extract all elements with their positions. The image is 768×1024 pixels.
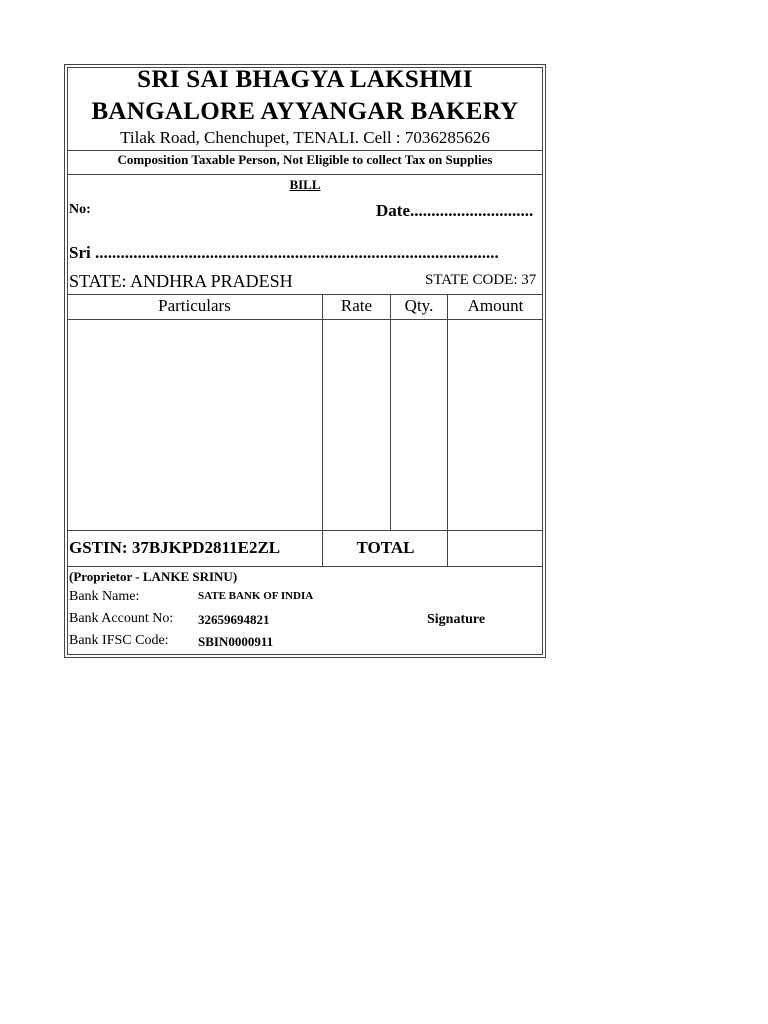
column-divider bbox=[390, 294, 391, 530]
table-header-border bbox=[67, 319, 543, 320]
shop-name-line2: BANGALORE AYYANGAR BAKERY bbox=[91, 98, 519, 125]
table-bottom-border bbox=[67, 530, 543, 531]
column-header-qty: Qty. bbox=[404, 296, 434, 315]
signature-label: Signature bbox=[427, 612, 486, 627]
gstin-number: GSTIN: 37BJKPD2811E2ZL bbox=[69, 538, 281, 557]
shop-name-line1: SRI SAI BHAGYA LAKSHMI bbox=[137, 66, 473, 93]
bank-name-value: SATE BANK OF INDIA bbox=[198, 590, 314, 602]
bill-title: BILL bbox=[289, 177, 321, 192]
bank-account-value: 32659694821 bbox=[198, 612, 270, 627]
total-label: TOTAL bbox=[356, 538, 415, 557]
divider bbox=[67, 150, 543, 151]
bank-name-label: Bank Name: bbox=[69, 589, 140, 604]
column-header-particulars: Particulars bbox=[158, 296, 231, 315]
bank-ifsc-label: Bank IFSC Code: bbox=[69, 633, 169, 648]
total-row-border bbox=[67, 566, 543, 567]
state-code-label: STATE CODE: 37 bbox=[425, 272, 537, 288]
customer-name-line: Sri ............................................................................................... bbox=[69, 243, 499, 262]
column-header-rate: Rate bbox=[340, 296, 373, 315]
shop-address: Tilak Road, Chenchupet, TENALI. Cell : 7036285626 bbox=[120, 128, 490, 147]
bill-no-label: No: bbox=[69, 202, 91, 217]
composition-note: Composition Taxable Person, Not Eligible to collect Tax on Supplies bbox=[117, 152, 493, 167]
column-header-amount: Amount bbox=[467, 296, 524, 315]
bank-account-label: Bank Account No: bbox=[69, 611, 174, 626]
divider bbox=[67, 174, 543, 175]
proprietor-name: (Proprietor - LANKE SRINU) bbox=[69, 569, 238, 584]
state-label: STATE: ANDHRA PRADESH bbox=[69, 271, 293, 291]
column-divider bbox=[322, 294, 323, 566]
bank-ifsc-value: SBIN0000911 bbox=[198, 634, 274, 649]
table-top-border bbox=[67, 294, 543, 295]
column-divider bbox=[447, 294, 448, 566]
date-label: Date............................. bbox=[376, 201, 534, 220]
